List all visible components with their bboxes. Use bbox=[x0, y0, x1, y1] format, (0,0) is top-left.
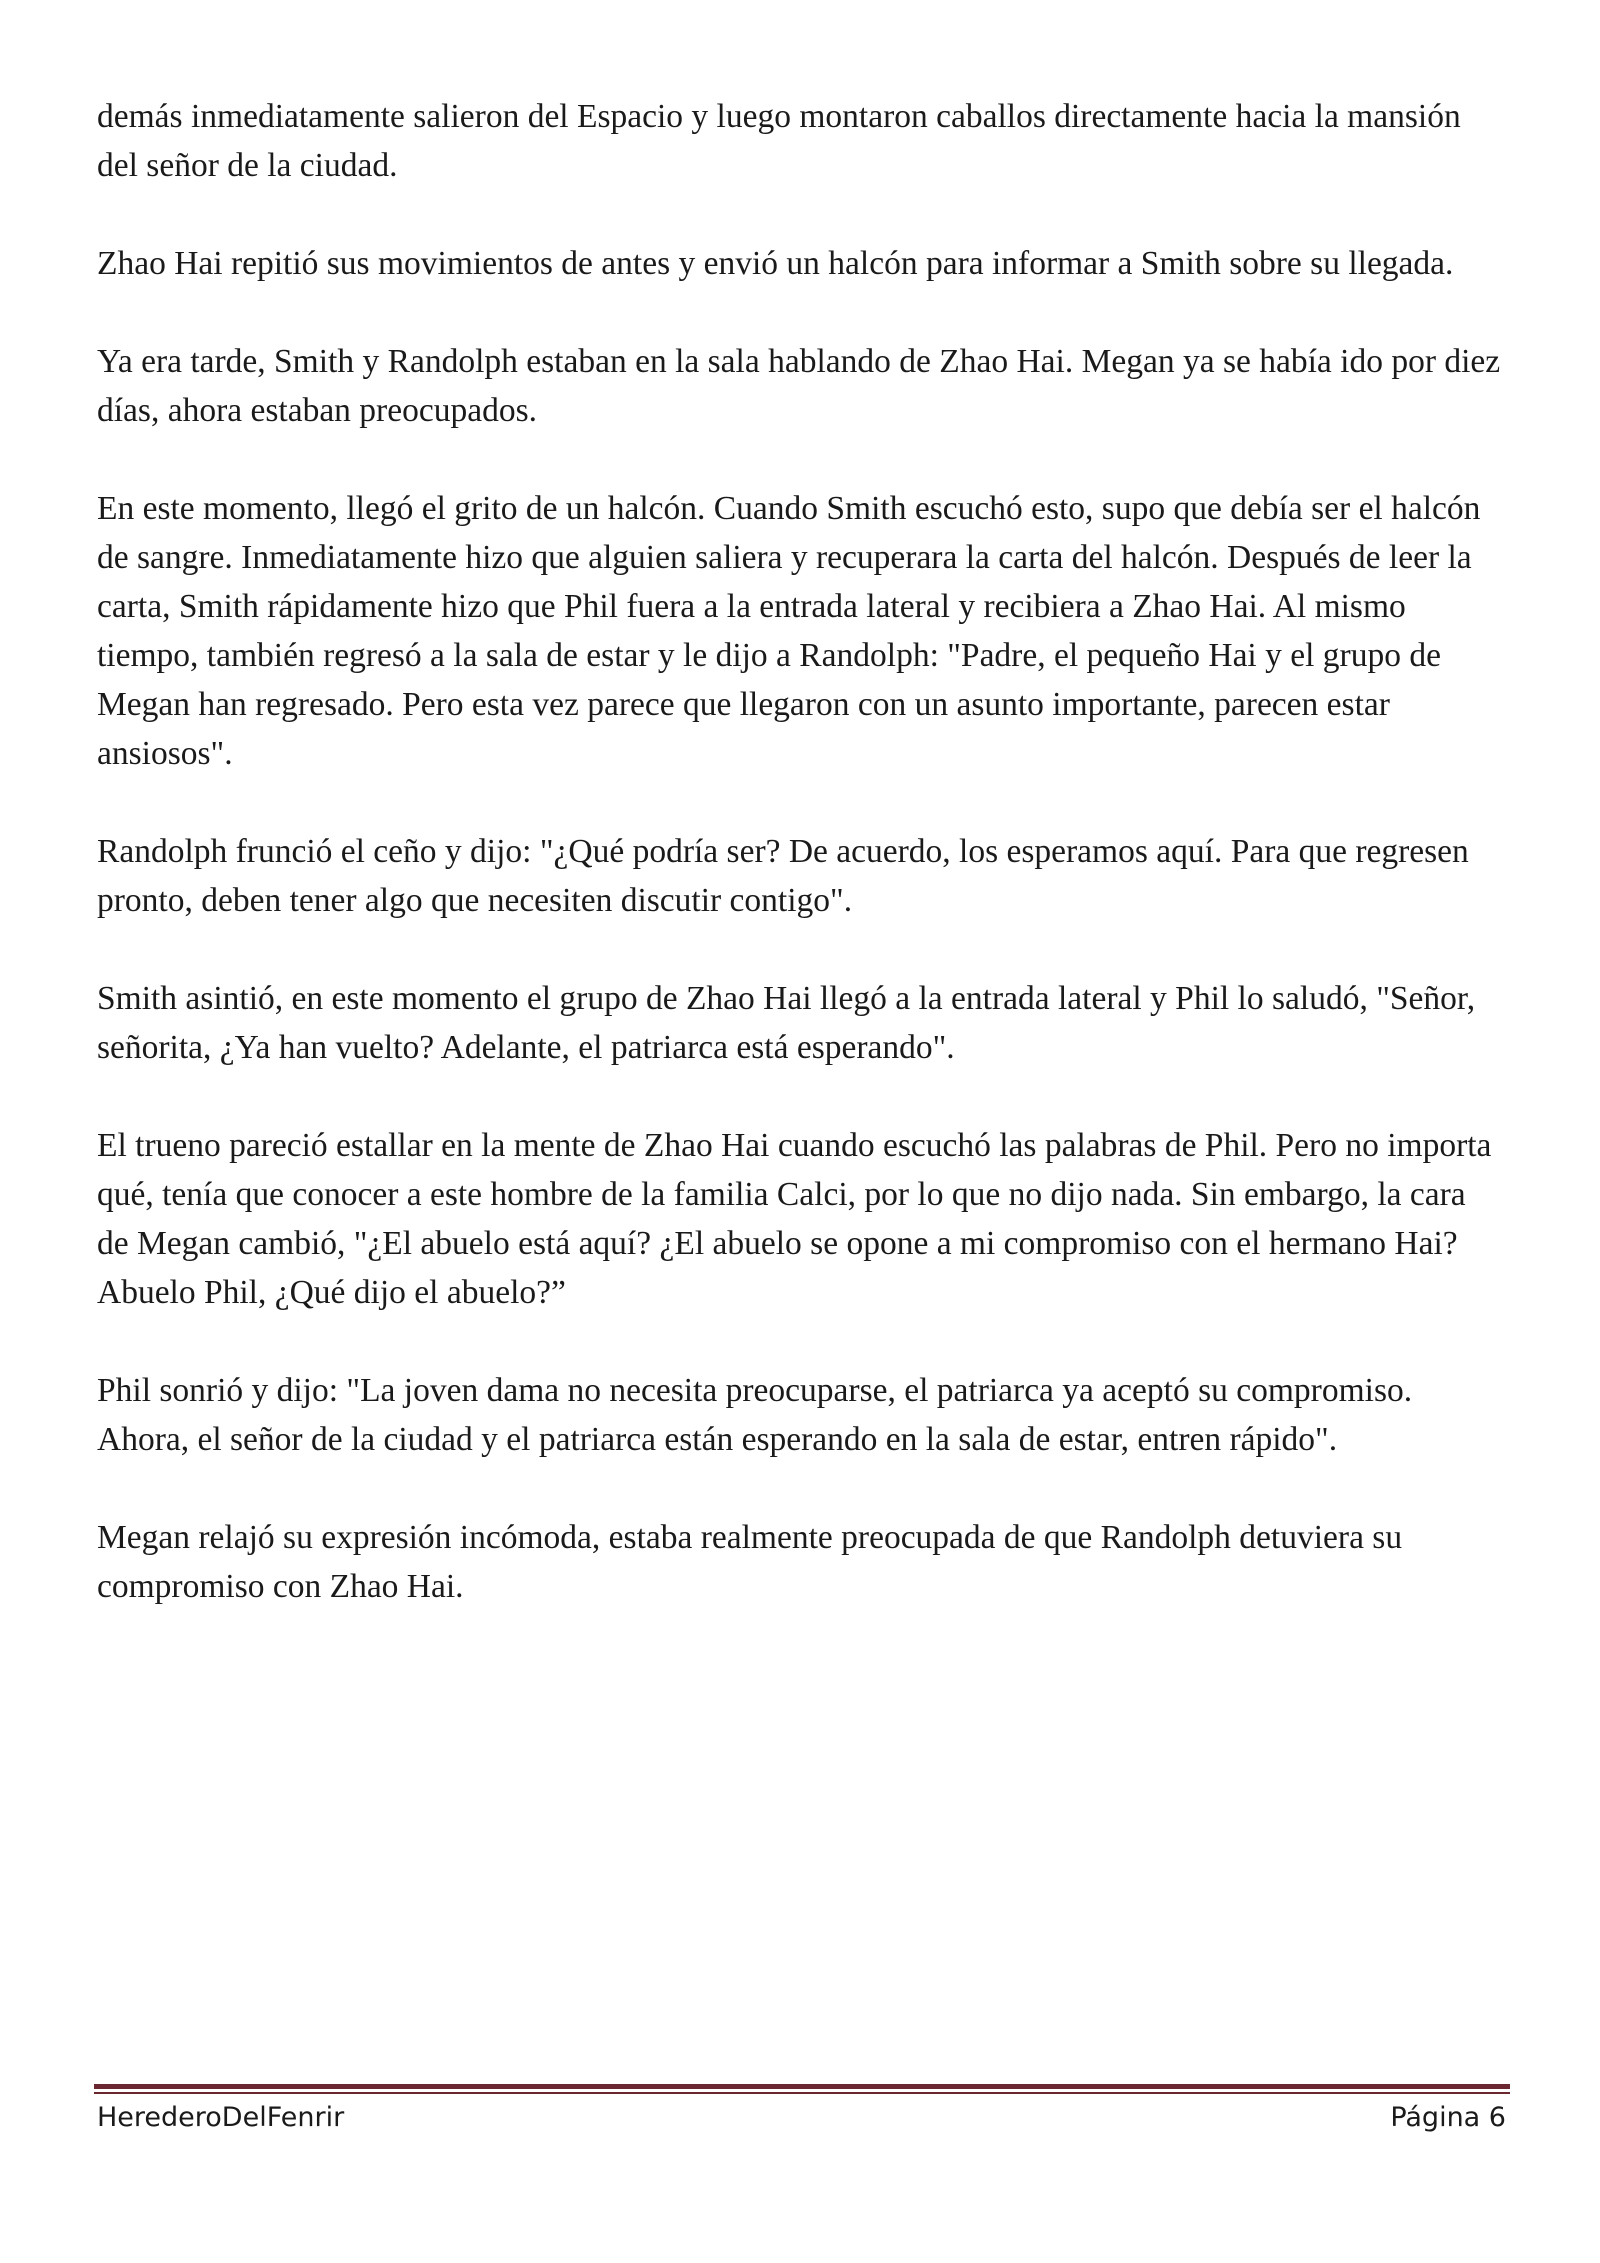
paragraph-7: El trueno pareció estallar en la mente de Zhao Hai cuando escuchó las palabras de Phil. Pero no importa qué, tenía que conocer a este hombre de la familia Calci, por lo que no dijo nada. Sin embargo, la cara de Megan cambió, "¿El abuelo está aquí? ¿El abuelo se opone a mi compromiso con el hermano Hai? Abuelo Phil, ¿Qué dijo el abuelo?” bbox=[97, 1127, 1492, 1311]
paragraph-4: En este momento, llegó el grito de un halcón. Cuando Smith escuchó esto, supo que debía ser el halcón de sangre. Inmediatamente hizo que alguien saliera y recuperara la carta del halcón. Después de leer la carta, Smith rápidamente hizo que Phil fuera a la entrada lateral y recibiera a Zhao Hai. Al mismo tiempo, también regresó a la sala de estar y le dijo a Randolph: "Padre, el pequeño Hai y el grupo de Megan han regresado. Pero esta vez parece que llegaron con un asunto importante, parecen estar ansiosos". bbox=[97, 490, 1481, 772]
paragraph-8: Phil sonrió y dijo: "La joven dama no necesita preocuparse, el patriarca ya aceptó su compromiso. Ahora, el señor de la ciudad y el patriarca están esperando en la sala de estar, entren rápido". bbox=[97, 1372, 1413, 1458]
paragraph-6: Smith asintió, en este momento el grupo de Zhao Hai llegó a la entrada lateral y Phil lo saludó, "Señor, señorita, ¿Ya han vuelto? Adelante, el patriarca está esperando". bbox=[97, 980, 1476, 1066]
paragraph-9: Megan relajó su expresión incómoda, estaba realmente preocupada de que Randolph detuviera su compromiso con Zhao Hai. bbox=[97, 1519, 1403, 1605]
paragraph-5: Randolph frunció el ceño y dijo: "¿Qué podría ser? De acuerdo, los esperamos aquí. Para que regresen pronto, deben tener algo que necesiten discutir contigo". bbox=[97, 833, 1469, 919]
body-text bbox=[97, 92, 1505, 1660]
footer-author: HerederoDelFenrir bbox=[97, 2102, 345, 2133]
paragraph-1: demás inmediatamente salieron del Espacio y luego montaron caballos directamente hacia la mansión del señor de la ciudad. bbox=[97, 98, 1461, 184]
footer-rule-thin bbox=[94, 2092, 1510, 2094]
footer-rule-thick bbox=[94, 2084, 1510, 2089]
footer-page-number: Página 6 bbox=[1390, 2102, 1506, 2133]
paragraph-2: Zhao Hai repitió sus movimientos de antes y envió un halcón para informar a Smith sobre su llegada. bbox=[97, 245, 1454, 282]
paragraph-3: Ya era tarde, Smith y Randolph estaban en la sala hablando de Zhao Hai. Megan ya se había ido por diez días, ahora estaban preocupados. bbox=[97, 343, 1501, 429]
